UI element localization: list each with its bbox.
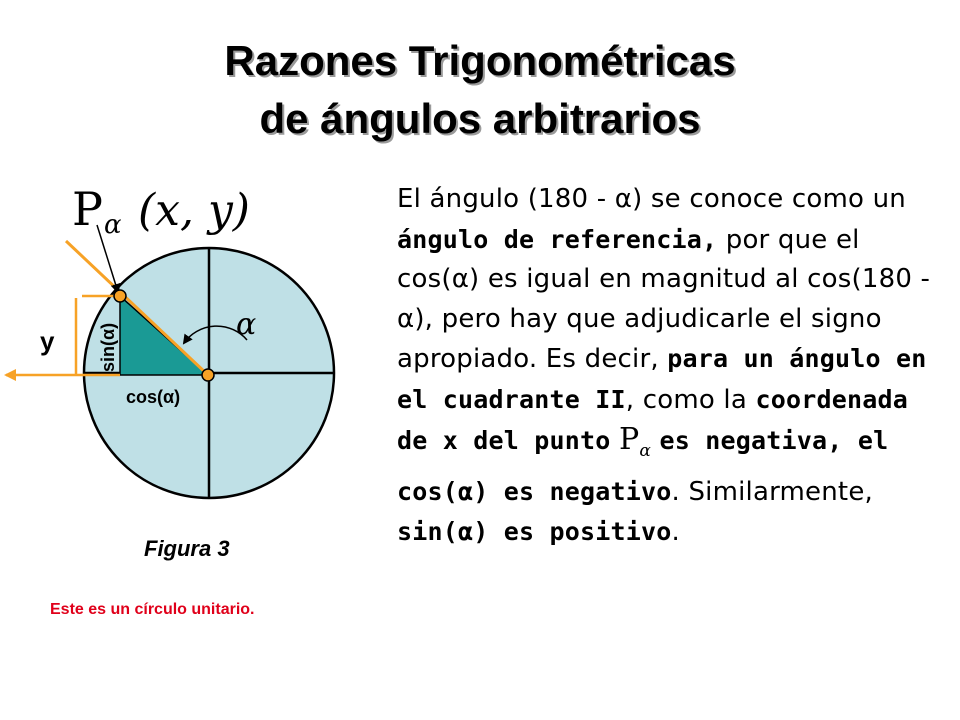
cos-label: cos(α): [126, 387, 181, 407]
inline-point-letter: P: [619, 422, 640, 457]
point-coordinates: (x, y): [138, 185, 250, 236]
explanation-paragraph: [397, 180, 945, 553]
text-run-2: por que el cos(α) es igual en magnitud al cos(180 - α), pero hay que adjudicarle el signo apropiado. Es decir,: [397, 224, 931, 374]
text-run-1: El ángulo (180 - α) se conoce como un: [397, 184, 906, 214]
point-subscript: α: [104, 210, 122, 240]
angle-symbol: α: [236, 307, 257, 342]
bold-cos-negative: es negativa, el cos(α) es negativo: [397, 426, 889, 506]
bold-x-coordinate: coordenada de x del punto: [397, 384, 908, 455]
bold-reference-angle: ángulo de referencia,: [397, 224, 718, 254]
figure-caption: Figura 3: [144, 536, 230, 561]
title-line-1: Razones Trigonométricas: [224, 37, 736, 84]
bold-quadrant-ii: para un ángulo en el cuadrante II: [397, 344, 927, 414]
text-run-3: , como la: [625, 384, 756, 415]
text-run-4: . Similarmente,: [671, 476, 873, 507]
inline-point-subscript: α: [639, 441, 652, 461]
point-symbol: P: [72, 182, 103, 236]
y-label: y: [40, 326, 55, 356]
point-p-alpha: [114, 290, 126, 302]
unit-circle-note: Este es un círculo unitario.: [50, 601, 255, 618]
text-run-5: .: [671, 517, 680, 547]
origin-point: [202, 369, 214, 381]
bold-sin-positive: sin(α) es positivo: [397, 517, 672, 546]
title-line-2: de ángulos arbitrarios: [259, 95, 701, 142]
inline-point-symbol: [619, 422, 652, 461]
sin-label: sin(α): [98, 322, 118, 372]
